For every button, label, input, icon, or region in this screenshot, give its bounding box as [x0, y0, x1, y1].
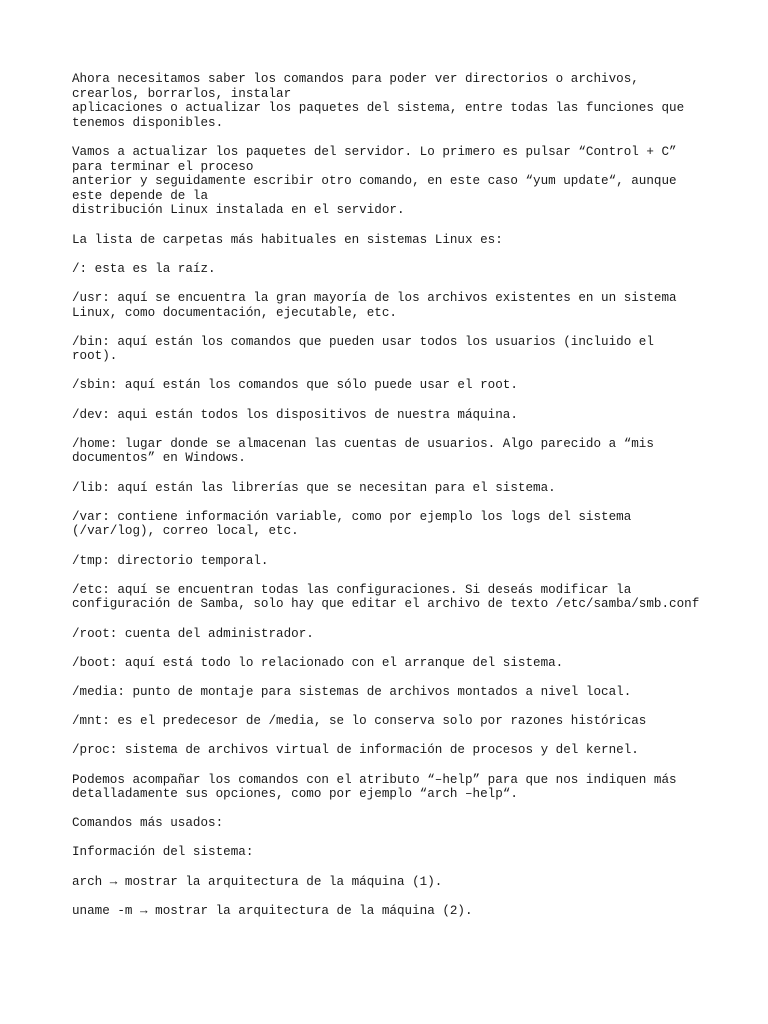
paragraph [72, 656, 712, 671]
paragraph [72, 875, 712, 890]
text-line: /usr: aquí se encuentra la gran mayoría de los archivos existentes en un sistema [72, 290, 677, 305]
paragraph [72, 845, 712, 860]
text-line: arch → mostrar la arquitectura de la máquina (1). [72, 874, 443, 889]
text-line: /root: cuenta del administrador. [72, 626, 314, 641]
paragraph [72, 335, 712, 364]
text-line: /dev: aqui están todos los dispositivos de nuestra máquina. [72, 407, 518, 422]
paragraph [72, 291, 712, 320]
paragraph [72, 904, 712, 919]
paragraph [72, 262, 712, 277]
text-line: /etc: aquí se encuentran todas las configuraciones. Si deseás modificar la [72, 582, 632, 597]
paragraph [72, 437, 712, 466]
text-line: /bin: aquí están los comandos que pueden usar todos los usuarios (incluido el [72, 334, 654, 349]
text-line: Linux, como documentación, ejecutable, etc. [72, 305, 397, 320]
text-line: Ahora necesitamos saber los comandos para poder ver directorios o archivos, [72, 72, 639, 86]
text-line: La lista de carpetas más habituales en sistemas Linux es: [72, 232, 503, 247]
text-line: aplicaciones o actualizar los paquetes del sistema, entre todas las funciones que [72, 101, 685, 116]
text-line: anterior y seguidamente escribir otro comando, en este caso “yum update“, aunque [72, 174, 677, 189]
paragraph [72, 743, 712, 758]
paragraph [72, 481, 712, 496]
text-line: configuración de Samba, solo hay que editar el archivo de texto /etc/samba/smb.conf [72, 597, 700, 612]
text-line: distribución Linux instalada en el servidor. [72, 203, 405, 218]
text-line: /lib: aquí están las librerías que se necesitan para el sistema. [72, 480, 556, 495]
text-line: Vamos a actualizar los paquetes del servidor. Lo primero es pulsar “Control + C” [72, 144, 677, 159]
text-line: Comandos más usados: [72, 816, 224, 831]
text-line: (/var/log), correo local, etc. [72, 524, 299, 539]
text-line: /proc: sistema de archivos virtual de información de procesos y del kernel. [72, 743, 639, 758]
text-line: /var: contiene información variable, como por ejemplo los logs del sistema [72, 509, 632, 524]
paragraph [72, 378, 712, 393]
text-line: /mnt: es el predecesor de /media, se lo conserva solo por razones históricas [72, 714, 647, 729]
paragraph [72, 714, 712, 729]
text-line: detalladamente sus opciones, como por ejemplo “arch –help“. [72, 787, 518, 802]
text-line: Información del sistema: [72, 845, 254, 860]
text-line: documentos” en Windows. [72, 451, 246, 466]
paragraph [72, 773, 712, 802]
paragraph [72, 685, 712, 700]
text-line: uname -m → mostrar la arquitectura de la máquina (2). [72, 903, 473, 918]
paragraph [72, 583, 712, 612]
paragraph [72, 627, 712, 642]
document-body [72, 72, 712, 933]
text-line: /media: punto de montaje para sistemas de archivos montados a nivel local. [72, 684, 632, 699]
text-line: root). [72, 349, 118, 364]
text-line: este depende de la [72, 188, 209, 203]
paragraph [72, 816, 712, 831]
text-line: /sbin: aquí están los comandos que sólo puede usar el root. [72, 378, 518, 393]
text-line: tenemos disponibles. [72, 115, 224, 130]
text-line: /boot: aquí está todo lo relacionado con el arranque del sistema. [72, 655, 564, 670]
paragraph [72, 72, 712, 130]
paragraph [72, 145, 712, 218]
text-line: /tmp: directorio temporal. [72, 553, 269, 568]
text-line: /: esta es la raíz. [72, 261, 216, 276]
paragraph [72, 233, 712, 248]
paragraph [72, 408, 712, 423]
text-line: /home: lugar donde se almacenan las cuentas de usuarios. Algo parecido a “mis [72, 436, 654, 451]
text-line: crearlos, borrarlos, instalar [72, 86, 292, 101]
text-line: para terminar el proceso [72, 159, 254, 174]
paragraph [72, 554, 712, 569]
text-line: Podemos acompañar los comandos con el atributo “–help” para que nos indiquen más [72, 772, 677, 787]
paragraph [72, 510, 712, 539]
